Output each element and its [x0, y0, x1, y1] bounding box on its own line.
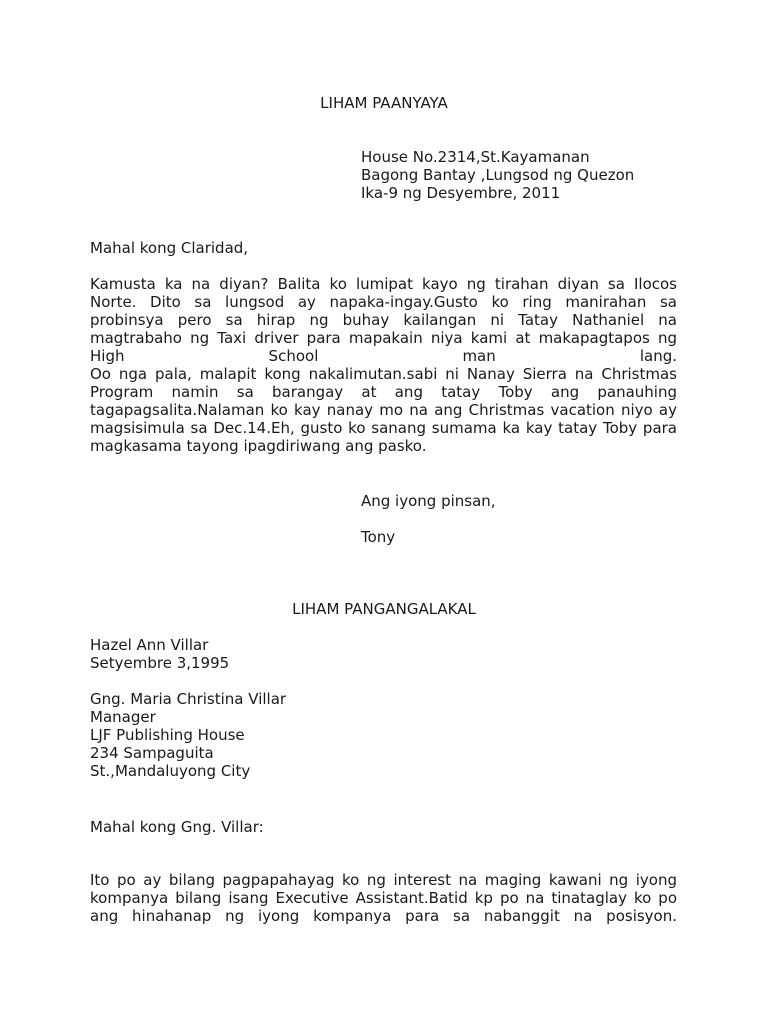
- body-line: ang hinahanap ng iyong kompanya para sa nabanggit na posisyon.: [90, 907, 677, 925]
- letter1-address: [361, 148, 634, 202]
- letter1-closing: Ang iyong pinsan,: [361, 492, 496, 510]
- recipient-line: Manager: [90, 708, 156, 726]
- body-line: Program namin sa barangay at ang tatay Toby ang panauhing: [90, 383, 677, 401]
- sender-line: Hazel Ann Villar: [90, 636, 209, 654]
- letter2-recipient: [90, 690, 286, 780]
- letter2-salutation: Mahal kong Gng. Villar:: [90, 818, 264, 836]
- body-line: kompanya bilang isang Executive Assistant.Batid kp po na tinataglay ko po: [90, 889, 677, 907]
- body-line: tagapagsalita.Nalaman ko kay nanay mo na ang Christmas vacation niyo ay: [90, 401, 677, 419]
- body-line: magkasama tayong ipagdiriwang ang pasko.: [90, 437, 427, 455]
- body-line: Ito po ay bilang pagpapahayag ko ng interest na maging kawani ng iyong: [90, 871, 677, 889]
- recipient-line: Gng. Maria Christina Villar: [90, 690, 287, 708]
- body-line: Norte. Dito sa lungsod ay napaka-ingay.Gusto ko ring manirahan sa: [90, 293, 677, 311]
- letter1-salutation: Mahal kong Claridad,: [90, 239, 249, 257]
- address-line: House No.2314,St.Kayamanan: [361, 148, 590, 166]
- body-line: magtrabaho ng Taxi driver para mapakain niya kami at makapagtapos ng: [90, 329, 677, 347]
- body-line: Kamusta ka na diyan? Balita ko lumipat kayo ng tirahan diyan sa Ilocos: [90, 275, 677, 293]
- recipient-line: LJF Publishing House: [90, 726, 245, 744]
- recipient-line: St.,Mandaluyong City: [90, 762, 251, 780]
- letter1-title: LIHAM PAANYAYA: [320, 94, 448, 112]
- letter1-signature: Tony: [361, 528, 396, 546]
- body-line: magsisimula sa Dec.14.Eh, gusto ko sanang sumama ka kay tatay Toby para: [90, 419, 677, 437]
- body-line: probinsya pero sa hirap ng buhay kailangan ni Tatay Nathaniel na: [90, 311, 677, 329]
- body-line: Oo nga pala, malapit kong nakalimutan.sabi ni Nanay Sierra na Christmas: [90, 365, 677, 383]
- letter2-title: LIHAM PANGANGALAKAL: [292, 600, 476, 618]
- letter2-sender: [90, 636, 229, 672]
- address-line: Ika-9 ng Desyembre, 2011: [361, 184, 561, 202]
- address-line: Bagong Bantay ,Lungsod ng Quezon: [361, 166, 635, 184]
- body-line: High School man lang.: [90, 347, 677, 365]
- recipient-line: 234 Sampaguita: [90, 744, 214, 762]
- sender-line: Setyembre 3,1995: [90, 654, 230, 672]
